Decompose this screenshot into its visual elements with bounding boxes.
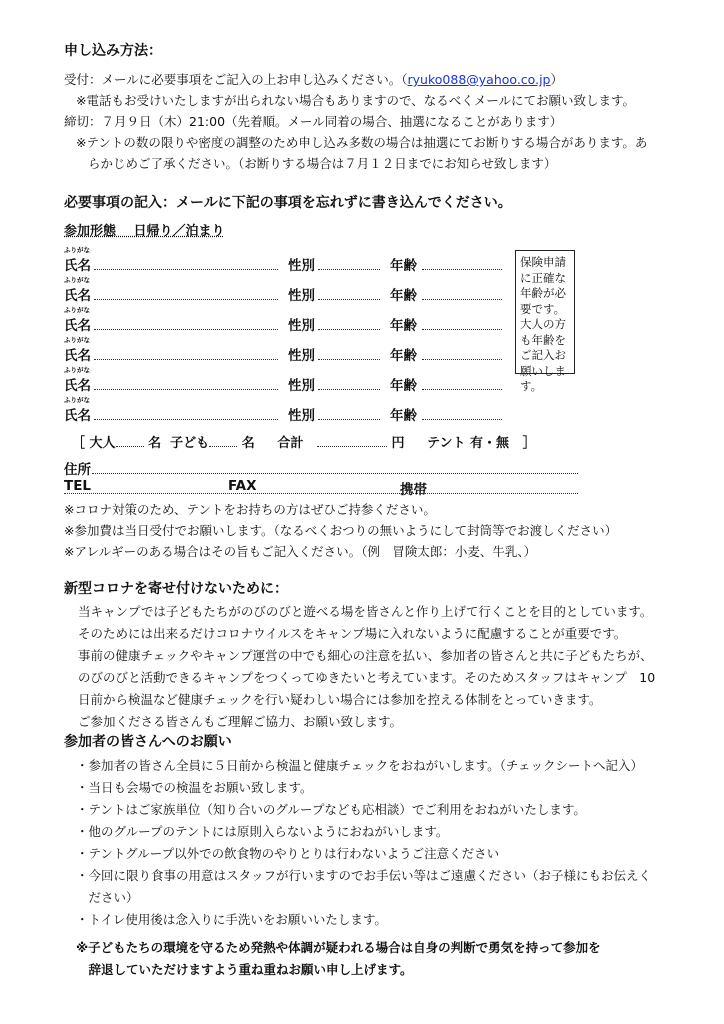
gender-label: 性別 xyxy=(288,408,315,424)
age-label: 年齢 xyxy=(390,378,417,394)
name-field[interactable] xyxy=(94,285,278,300)
name-label xyxy=(64,396,91,424)
form-heading: 必要事項の記入：メールに下記の事項を忘れずに書き込んでください。 xyxy=(64,195,512,211)
age-field[interactable] xyxy=(422,375,502,390)
child-unit: 名 xyxy=(241,436,255,451)
count-open-bracket: ［ xyxy=(72,436,90,451)
name-field[interactable] xyxy=(94,405,278,420)
name-label-text: 氏名 xyxy=(64,318,91,334)
gender-label: 性別 xyxy=(288,348,315,364)
apply-line1-suffix: ） xyxy=(550,72,563,87)
furigana-label: ふりがな xyxy=(64,396,90,404)
corona-p4: のびのびと活動できるキャンプをつくってゆきたいと考えています。そのためスタッフはキャンプ 10 xyxy=(78,670,656,685)
apply-line-lottery: ※テントの数の限りや密度の調整のため申し込み多数の場合は抽選にてお断りする場合があります。あ xyxy=(76,135,648,150)
tent-choice: テント 有・無 xyxy=(427,436,510,451)
age-field[interactable] xyxy=(422,405,502,420)
furigana-label: ふりがな xyxy=(64,306,90,314)
age-field[interactable] xyxy=(422,315,502,330)
name-label-text: 氏名 xyxy=(64,408,91,424)
note-allergy: ※アレルギーのある場合はその旨もご記入ください。（例 冒険太郎：小麦、牛乳、） xyxy=(64,544,537,559)
name-field[interactable] xyxy=(94,345,278,360)
name-label xyxy=(64,366,91,394)
child-count-field[interactable] xyxy=(209,446,237,447)
participation-type xyxy=(64,220,225,239)
furigana-label: ふりがな xyxy=(64,276,90,284)
child-label: 子ども xyxy=(170,436,210,451)
yen-unit: 円 xyxy=(391,436,405,451)
adult-label: 大人 xyxy=(89,436,116,451)
name-row xyxy=(64,396,504,430)
name-label-text: 氏名 xyxy=(64,348,91,364)
tel-label: TEL xyxy=(64,478,92,494)
name-label xyxy=(64,306,91,334)
final-request-line2: 辞退していただけますよう重ね重ねお願い申し上げます。 xyxy=(76,962,413,977)
mobile-label: 携帯 xyxy=(400,482,427,498)
corona-p2: そのためには出来るだけコロナウイルスをキャンプ場に入れないように配慮することが重要です。 xyxy=(78,626,627,641)
name-row xyxy=(64,366,504,400)
name-label xyxy=(64,246,91,274)
final-request-line1: ※子どもたちの環境を守るため発熱や体調が疑われる場合は自身の判断で勇気を持って参加を xyxy=(76,940,601,955)
address-label: 住所 xyxy=(64,462,91,478)
name-label-text: 氏名 xyxy=(64,288,91,304)
gender-label: 性別 xyxy=(288,288,315,304)
gender-field[interactable] xyxy=(318,255,380,270)
insurance-note-box: 保険申請に正確な年齢が必要です。大人の方も年齢をご記入お願いします。 xyxy=(515,250,575,374)
name-row xyxy=(64,306,504,340)
note-fee: ※参加費は当日受付でお願いします。（なるべくおつりの無いようにして封筒等でお渡しください） xyxy=(64,523,618,538)
request-item: ・トイレ使用後は念入りに手洗いをお願いいたします。 xyxy=(76,912,387,927)
name-row xyxy=(64,276,504,310)
age-label: 年齢 xyxy=(390,288,417,304)
corona-p5: 日前から検温など健康チェックを行い疑わしい場合には参加を控える体制をとっていきます。 xyxy=(78,692,602,707)
furigana-label: ふりがな xyxy=(64,246,90,254)
corona-p3: 事前の健康チェックやキャンプ運営の中でも細心の注意を払い、参加者の皆さんと共に子どもたちが、 xyxy=(78,648,653,663)
request-item: ・他のグループのテントには原則入らないようにおねがいします。 xyxy=(76,824,449,839)
total-label: 合計 xyxy=(277,436,304,451)
gender-field[interactable] xyxy=(318,375,380,390)
name-field[interactable] xyxy=(94,375,278,390)
name-label xyxy=(64,336,91,364)
name-row xyxy=(64,336,504,370)
count-line xyxy=(72,432,536,451)
adult-count-field[interactable] xyxy=(116,446,144,447)
corona-p1: 当キャンプでは子どもたちがのびのびと遊べる場を皆さんと作り上げて行くことを目的としています。 xyxy=(78,604,653,619)
age-label: 年齢 xyxy=(390,318,417,334)
apply-line-reception xyxy=(64,70,563,88)
request-item: ・参加者の皆さん全員に５日前から検温と健康チェックをおねがいします。（チェックシートへ記入） xyxy=(76,758,644,773)
request-item: ださい） xyxy=(76,890,139,905)
count-close-bracket: ］ xyxy=(522,436,536,451)
furigana-label: ふりがな xyxy=(64,336,90,344)
age-label: 年齢 xyxy=(390,348,417,364)
email-link[interactable]: ryuko088@yahoo.co.jp xyxy=(407,72,551,87)
name-row xyxy=(64,246,504,280)
age-field[interactable] xyxy=(422,285,502,300)
name-field[interactable] xyxy=(94,315,278,330)
adult-unit: 名 xyxy=(148,436,162,451)
age-label: 年齢 xyxy=(390,408,417,424)
name-label-text: 氏名 xyxy=(64,378,91,394)
tel-fax-mobile-field[interactable] xyxy=(64,479,578,494)
apply-line-phone: ※電話もお受けいたしますが出られない場合もありますので、なるべくメールにてお願い致します。 xyxy=(76,93,635,108)
apply-line-notice: らかじめご了承ください。（お断りする場合は７月１２日までにお知らせ致します） xyxy=(88,156,557,171)
gender-field[interactable] xyxy=(318,345,380,360)
corona-p6: ご参加くださる皆さんもご理解ご協力、お願い致します。 xyxy=(78,714,403,729)
apply-line1-prefix: 受付：メールに必要事項をご記入の上お申し込みください。（ xyxy=(64,72,408,87)
gender-field[interactable] xyxy=(318,315,380,330)
name-label-text: 氏名 xyxy=(64,258,91,274)
note-tent: ※コロナ対策のため、テントをお持ちの方はぜひご持参ください。 xyxy=(64,502,436,517)
corona-heading: 新型コロナを寄せ付けないために： xyxy=(64,581,288,597)
apply-line-deadline: 締切：７月９日（木）21:00（先着順。メール同着の場合、抽選になることがあります） xyxy=(64,114,563,129)
request-item: ・テントはご家族単位（知り合いのグループなども応相談）でご利用をおねがいたします。 xyxy=(76,802,586,817)
age-field[interactable] xyxy=(422,255,502,270)
name-label xyxy=(64,276,91,304)
participation-label: 参加形態 日帰り／泊まり xyxy=(64,224,225,239)
request-item: ・今回に限り食事の用意はスタッフが行いますのでお手伝い等はご遠慮ください（お子様にもお伝えく xyxy=(76,868,652,883)
fax-label: FAX xyxy=(228,478,257,494)
gender-field[interactable] xyxy=(318,405,380,420)
request-item: ・テントグループ以外での飲食物のやりとりは行わないようご注意ください xyxy=(76,846,500,861)
gender-field[interactable] xyxy=(318,285,380,300)
apply-heading: 申し込み方法： xyxy=(64,43,162,59)
name-field[interactable] xyxy=(94,255,278,270)
request-item: ・当日も会場での検温をお願い致します。 xyxy=(76,780,313,795)
requests-heading: 参加者の皆さんへのお願い xyxy=(64,734,232,750)
age-field[interactable] xyxy=(422,345,502,360)
gender-label: 性別 xyxy=(288,258,315,274)
gender-label: 性別 xyxy=(288,318,315,334)
age-label: 年齢 xyxy=(390,258,417,274)
total-field[interactable] xyxy=(317,446,387,447)
gender-label: 性別 xyxy=(288,378,315,394)
furigana-label: ふりがな xyxy=(64,366,90,374)
address-field[interactable] xyxy=(92,459,578,474)
